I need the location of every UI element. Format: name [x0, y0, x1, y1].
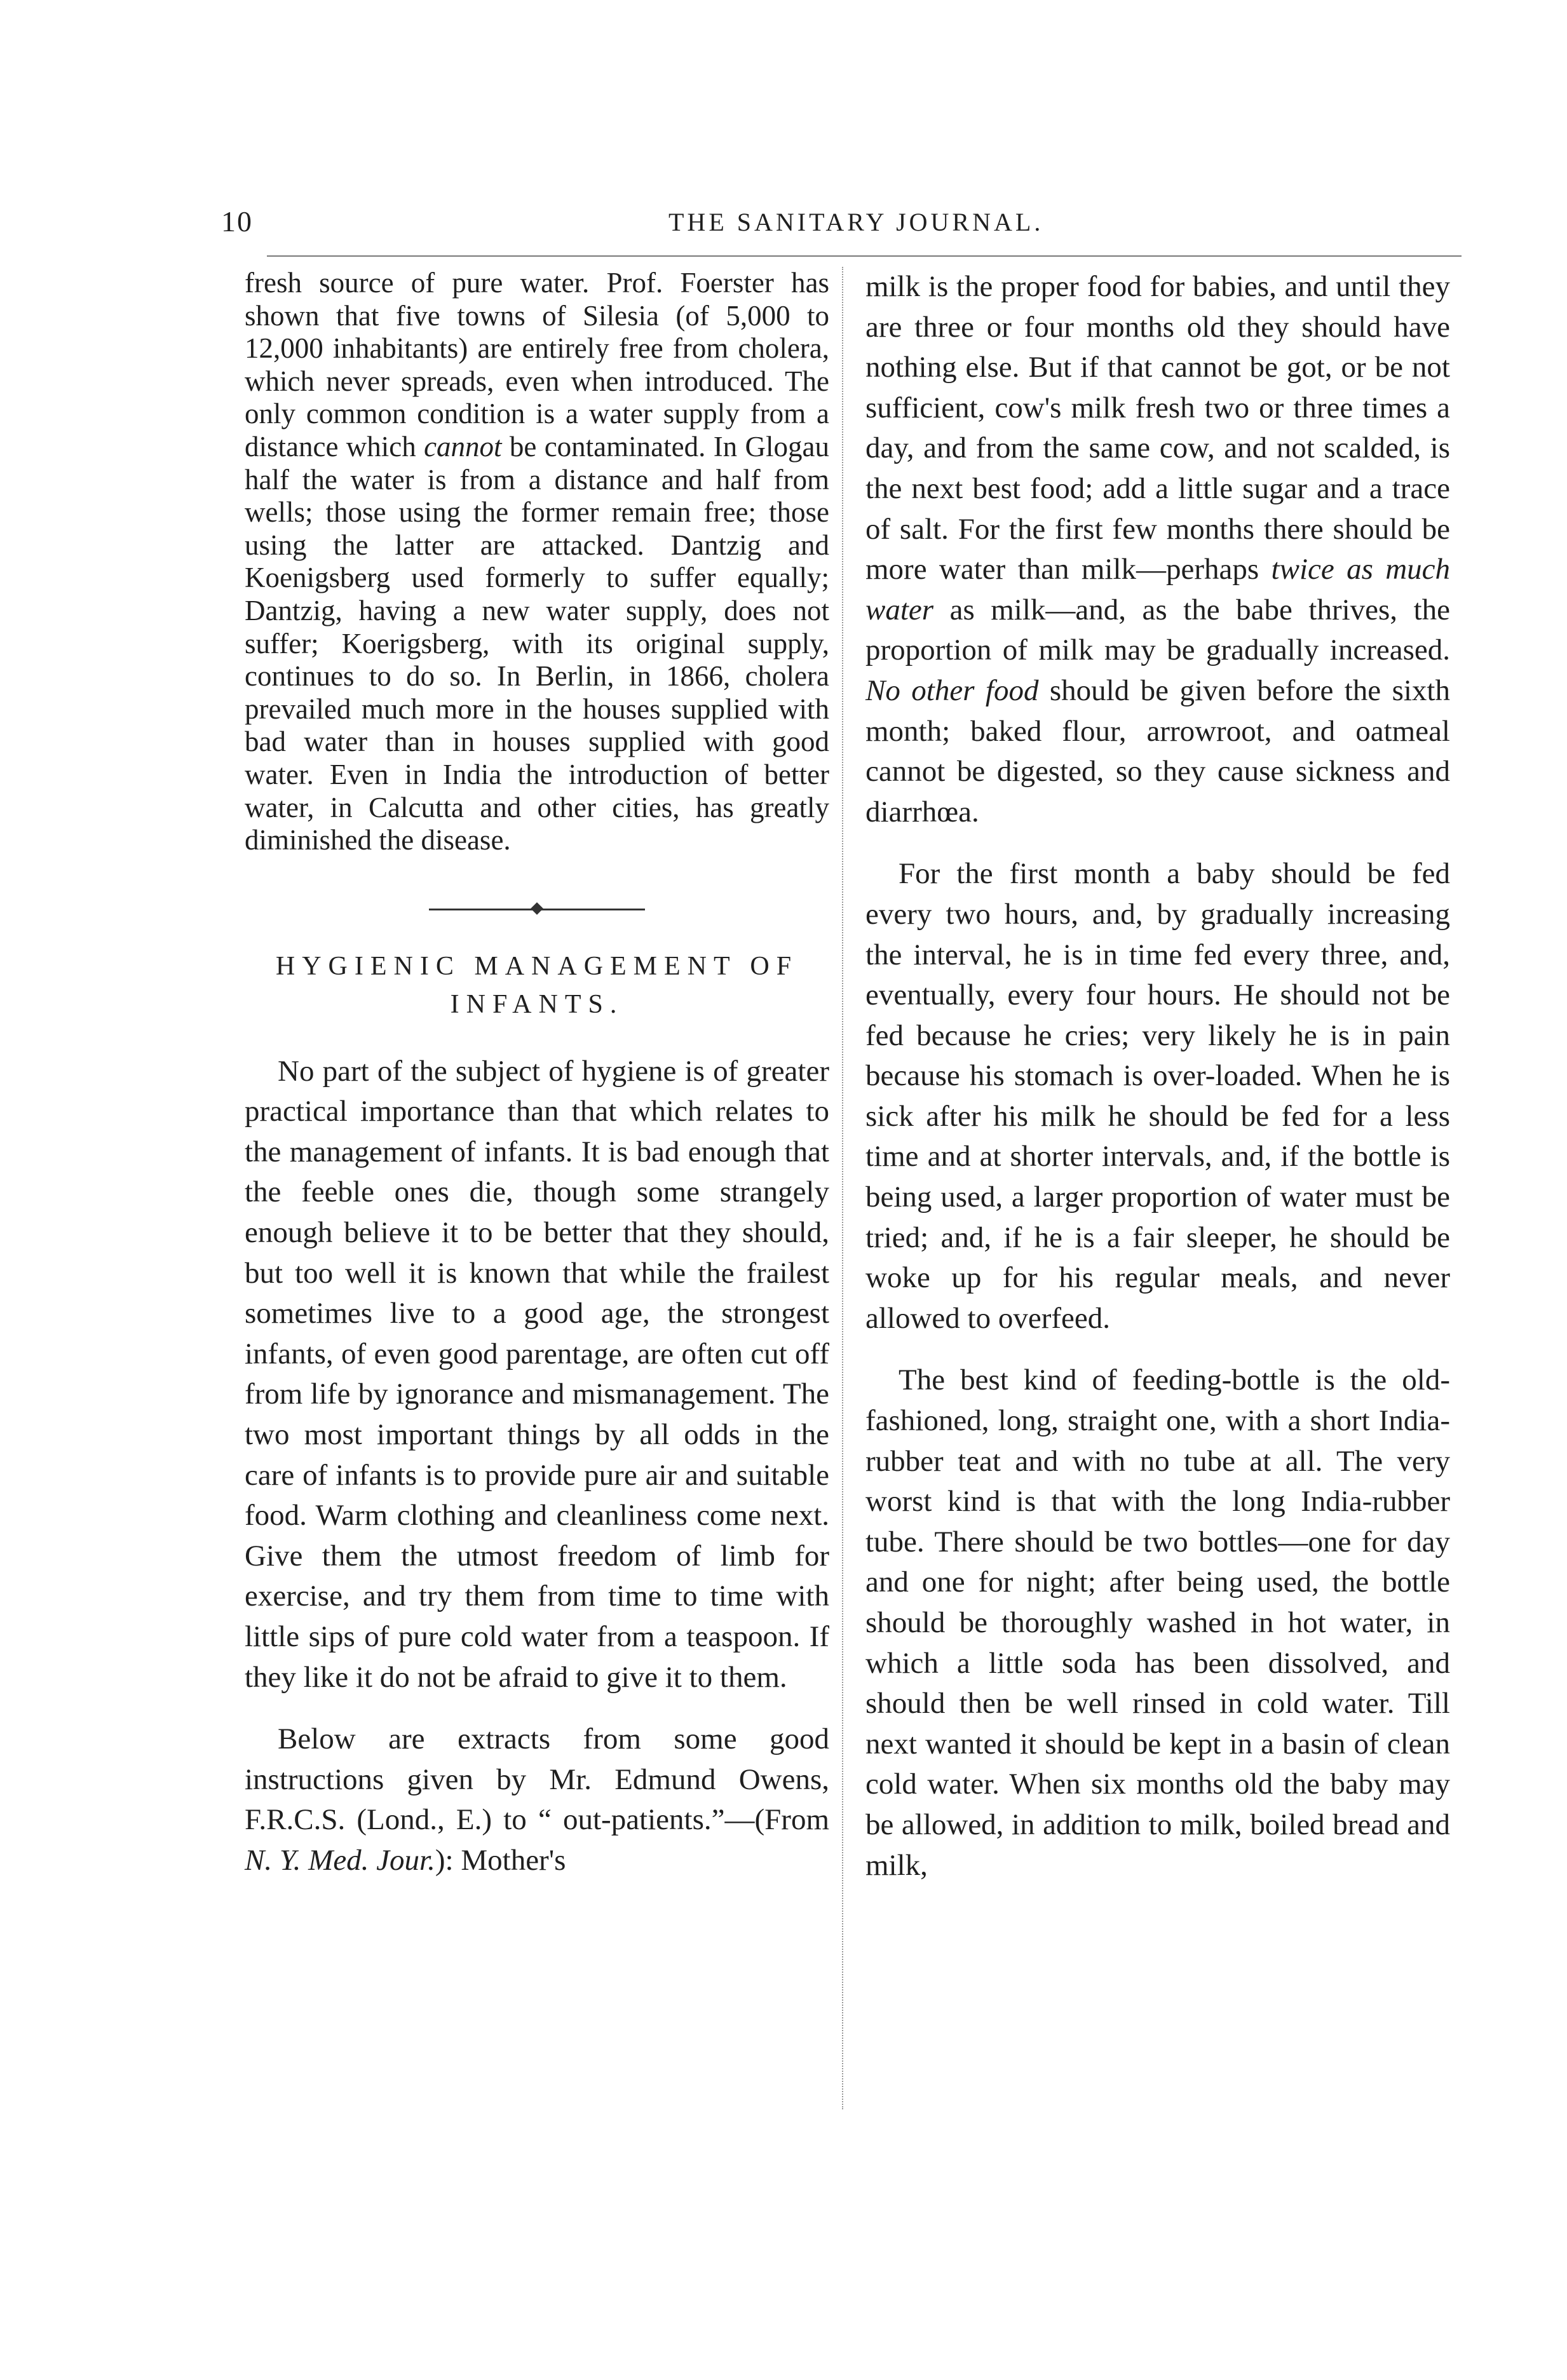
section-paragraph [245, 1719, 829, 1881]
continuation-text: fresh source of pure water. Prof. Foerster has shown that five towns of Silesia (of 5,000 to 12,000 inhabitants) are entirely free from cholera, which never spreads, even when introduced. The only common condition is a water supply from a distance which [245, 267, 829, 463]
section-heading: HYGIENIC MANAGEMENT OF INFANTS. [275, 951, 799, 1019]
left-column [245, 267, 829, 1881]
citation-emphasis: N. Y. Med. Jour. [245, 1843, 435, 1877]
continuation-emphasis: cannot [424, 430, 502, 463]
right-column [865, 267, 1450, 1886]
emphasis-text: No other food [865, 673, 1039, 707]
column-divider [842, 267, 843, 2109]
emphasis-text: twice as much water [865, 553, 1450, 626]
page-number: 10 [221, 205, 253, 238]
running-head: THE SANITARY JOURNAL. [668, 208, 1044, 236]
paragraph-text: should be given before the sixth month; baked flour, arrowroot, and oatmeal cannot be digested, so they cause sickness and diarrhœa. [865, 673, 1450, 828]
section-ornament [429, 904, 645, 914]
paragraph-text: Below are extracts from some good instructions given by Mr. Edmund Owens, F.R.C.S. (Lond., E.) to “ out-patients.”—(From [245, 1722, 829, 1837]
section-paragraph: No part of the subject of hygiene is of greater practical importance than that which relates to the management of infants. It is bad enough that the feeble ones die, though some strangely enough believe it to be better that they should, but too well it is known that while the frailest sometimes live to a good age, the strongest infants, of even good parentage, are often cut off from life by ignorance and mismanagement. The two most important things by all odds in the care of infants is to provide pure air and suitable food. Warm clothing and cleanliness come next. Give them the utmost freedom of limb for exercise, and try them from time to time with little sips of pure cold water from a teaspoon. If they like it do not be afraid to give it to them. [245, 1054, 829, 1694]
section-paragraph [865, 267, 1450, 832]
section-paragraph: The best kind of feeding-bottle is the old-fashioned, long, straight one, with a short India-rubber teat and with no tube at all. The very worst kind is that with the long India-rubber tube. There should be two bottles—one for day and one for night; after being used, the bottle should be thoroughly washed in hot water, in which a little soda has been dissolved, and should then be well rinsed in cold water. Till next wanted it should be kept in a basin of clean cold water. When six months old the baby may be allowed, in addition to milk, boiled bread and milk, [865, 1363, 1450, 1882]
header-rule [267, 255, 1462, 257]
continuation-text-rest: be contaminated. In Glogau half the water is from a distance and half from wells; those using the former remain free; those using the latter are attacked. Dantzig and Koenigsberg used formerly to suffer equally; Dantzig, having a new water supply, does not suffer; Koerigsberg, with its original supply, continues to do so. In Berlin, in 1866, cholera prevailed much more in the houses supplied with bad water than in houses supplied with good water. Even in India the introduction of better water, in Calcutta and other cities, has greatly diminished the disease. [245, 430, 829, 856]
continuation-paragraph [245, 267, 829, 857]
section-paragraph: For the first month a baby should be fed every two hours, and, by gradually increasing the interval, he is in time fed every three, and, eventually, every four hours. He should not be fed because he cries; very likely he is in pain because his stomach is over-loaded. When he is sick after his milk he should be fed for a less time and at shorter intervals, and, if the bottle is being used, a larger proportion of water must be tried; and, if he is a fair sleeper, he should be woke up for his regular meals, and never allowed to overfeed. [865, 857, 1450, 1335]
paragraph-text: milk is the proper food for babies, and until they are three or four months old they should have nothing else. But if that cannot be got, or be not sufficient, cow's milk fresh two or three times a day, and from the same cow, and not scalded, is the next best food; add a little sugar and a trace of salt. For the first few months there should be more water than milk—perhaps [865, 270, 1450, 586]
paragraph-text: ): Mother's [435, 1843, 566, 1877]
ornament-diamond-icon [531, 902, 543, 915]
paragraph-text: as milk—and, as the babe thrives, the proportion of milk may be gradually increased. [865, 593, 1450, 667]
